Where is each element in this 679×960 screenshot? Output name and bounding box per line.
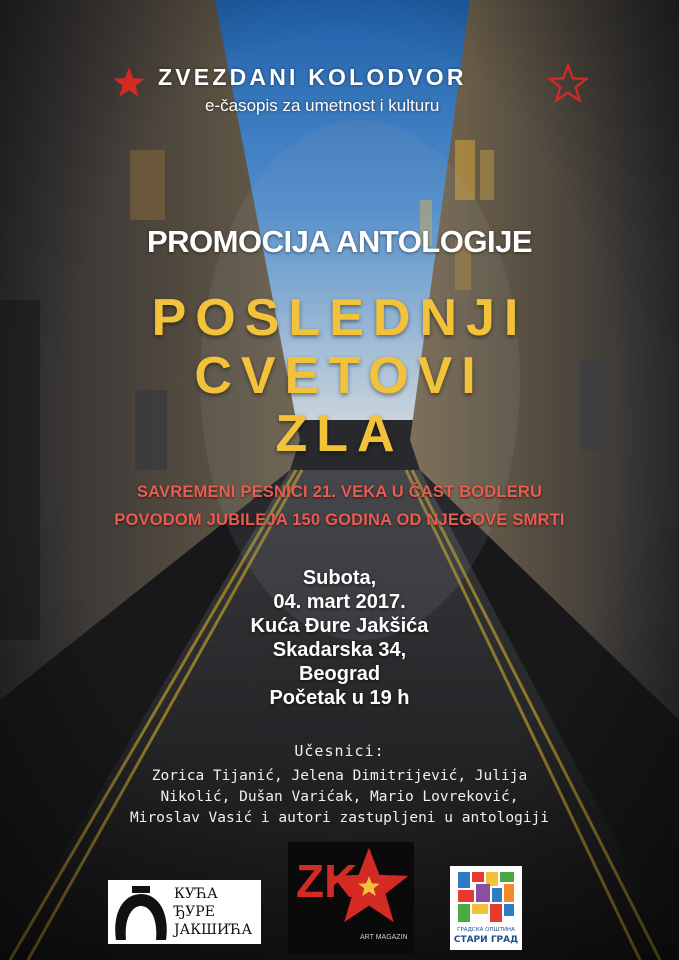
participants-list [0, 766, 679, 829]
stari-grad-line-1: ГРАДСКА ОПШТИНА [457, 927, 515, 933]
brand-tagline: e-časopis za umetnost i kulturu [205, 96, 440, 115]
outline-star-icon [548, 64, 588, 104]
zk-caption: ART MAGAZIN [360, 934, 408, 941]
stari-grad-emblem-icon [456, 870, 516, 924]
event-day: Subota, [302, 567, 377, 589]
headline: PROMOCIJA ANTOLOGIJE [146, 224, 532, 259]
zk-art-magazin-logo [288, 842, 414, 954]
event-time: Početak u 19 h [269, 687, 410, 709]
kuca-dure-jaksica-logo [108, 880, 261, 944]
subtitle-line-1: SAVREMENI PESNICI 21. VEKA U ČAST BODLERU [136, 483, 543, 501]
participants-line-3: Miroslav Vasić i autori zastupljeni u antologiji [129, 810, 550, 826]
brand-name: ZVEZDANI KOLODVOR [158, 64, 467, 90]
title-line-3: ZLA [275, 405, 404, 463]
event-address: Skadarska 34, [272, 639, 407, 661]
event-venue: Kuća Đure Jakšića [250, 615, 429, 637]
red-star-icon [112, 66, 146, 100]
subtitle-line-2: POVODOM JUBILEJA 150 GODINA OD NJEGOVE SMRTI [114, 511, 565, 529]
kuca-emblem-icon [110, 882, 172, 942]
event-date: 04. mart 2017. [273, 591, 406, 613]
participants-line-1: Zorica Tijanić, Jelena Dimitrijević, Julija [151, 768, 528, 784]
stari-grad-line-2: СТАРИ ГРАД [453, 935, 519, 945]
participants-heading: Učesnici: [294, 742, 385, 760]
stari-grad-logo [450, 866, 522, 950]
kuca-line-2: ЂУРЕ [174, 904, 215, 920]
event-city: Beograd [298, 663, 381, 685]
participants-line-2: Nikolić, Dušan Varićak, Mario Lovreković, [160, 789, 519, 805]
kuca-line-1: КУЋА [174, 886, 218, 902]
zk-letters: ZK [296, 855, 358, 907]
kuca-line-3: ЈАКШИЋА [174, 922, 253, 938]
title-line-1: POSLEDNJI [151, 289, 528, 347]
title-line-2: CVETOVI [194, 347, 485, 405]
brand-header [0, 62, 679, 132]
event-details [0, 566, 679, 710]
